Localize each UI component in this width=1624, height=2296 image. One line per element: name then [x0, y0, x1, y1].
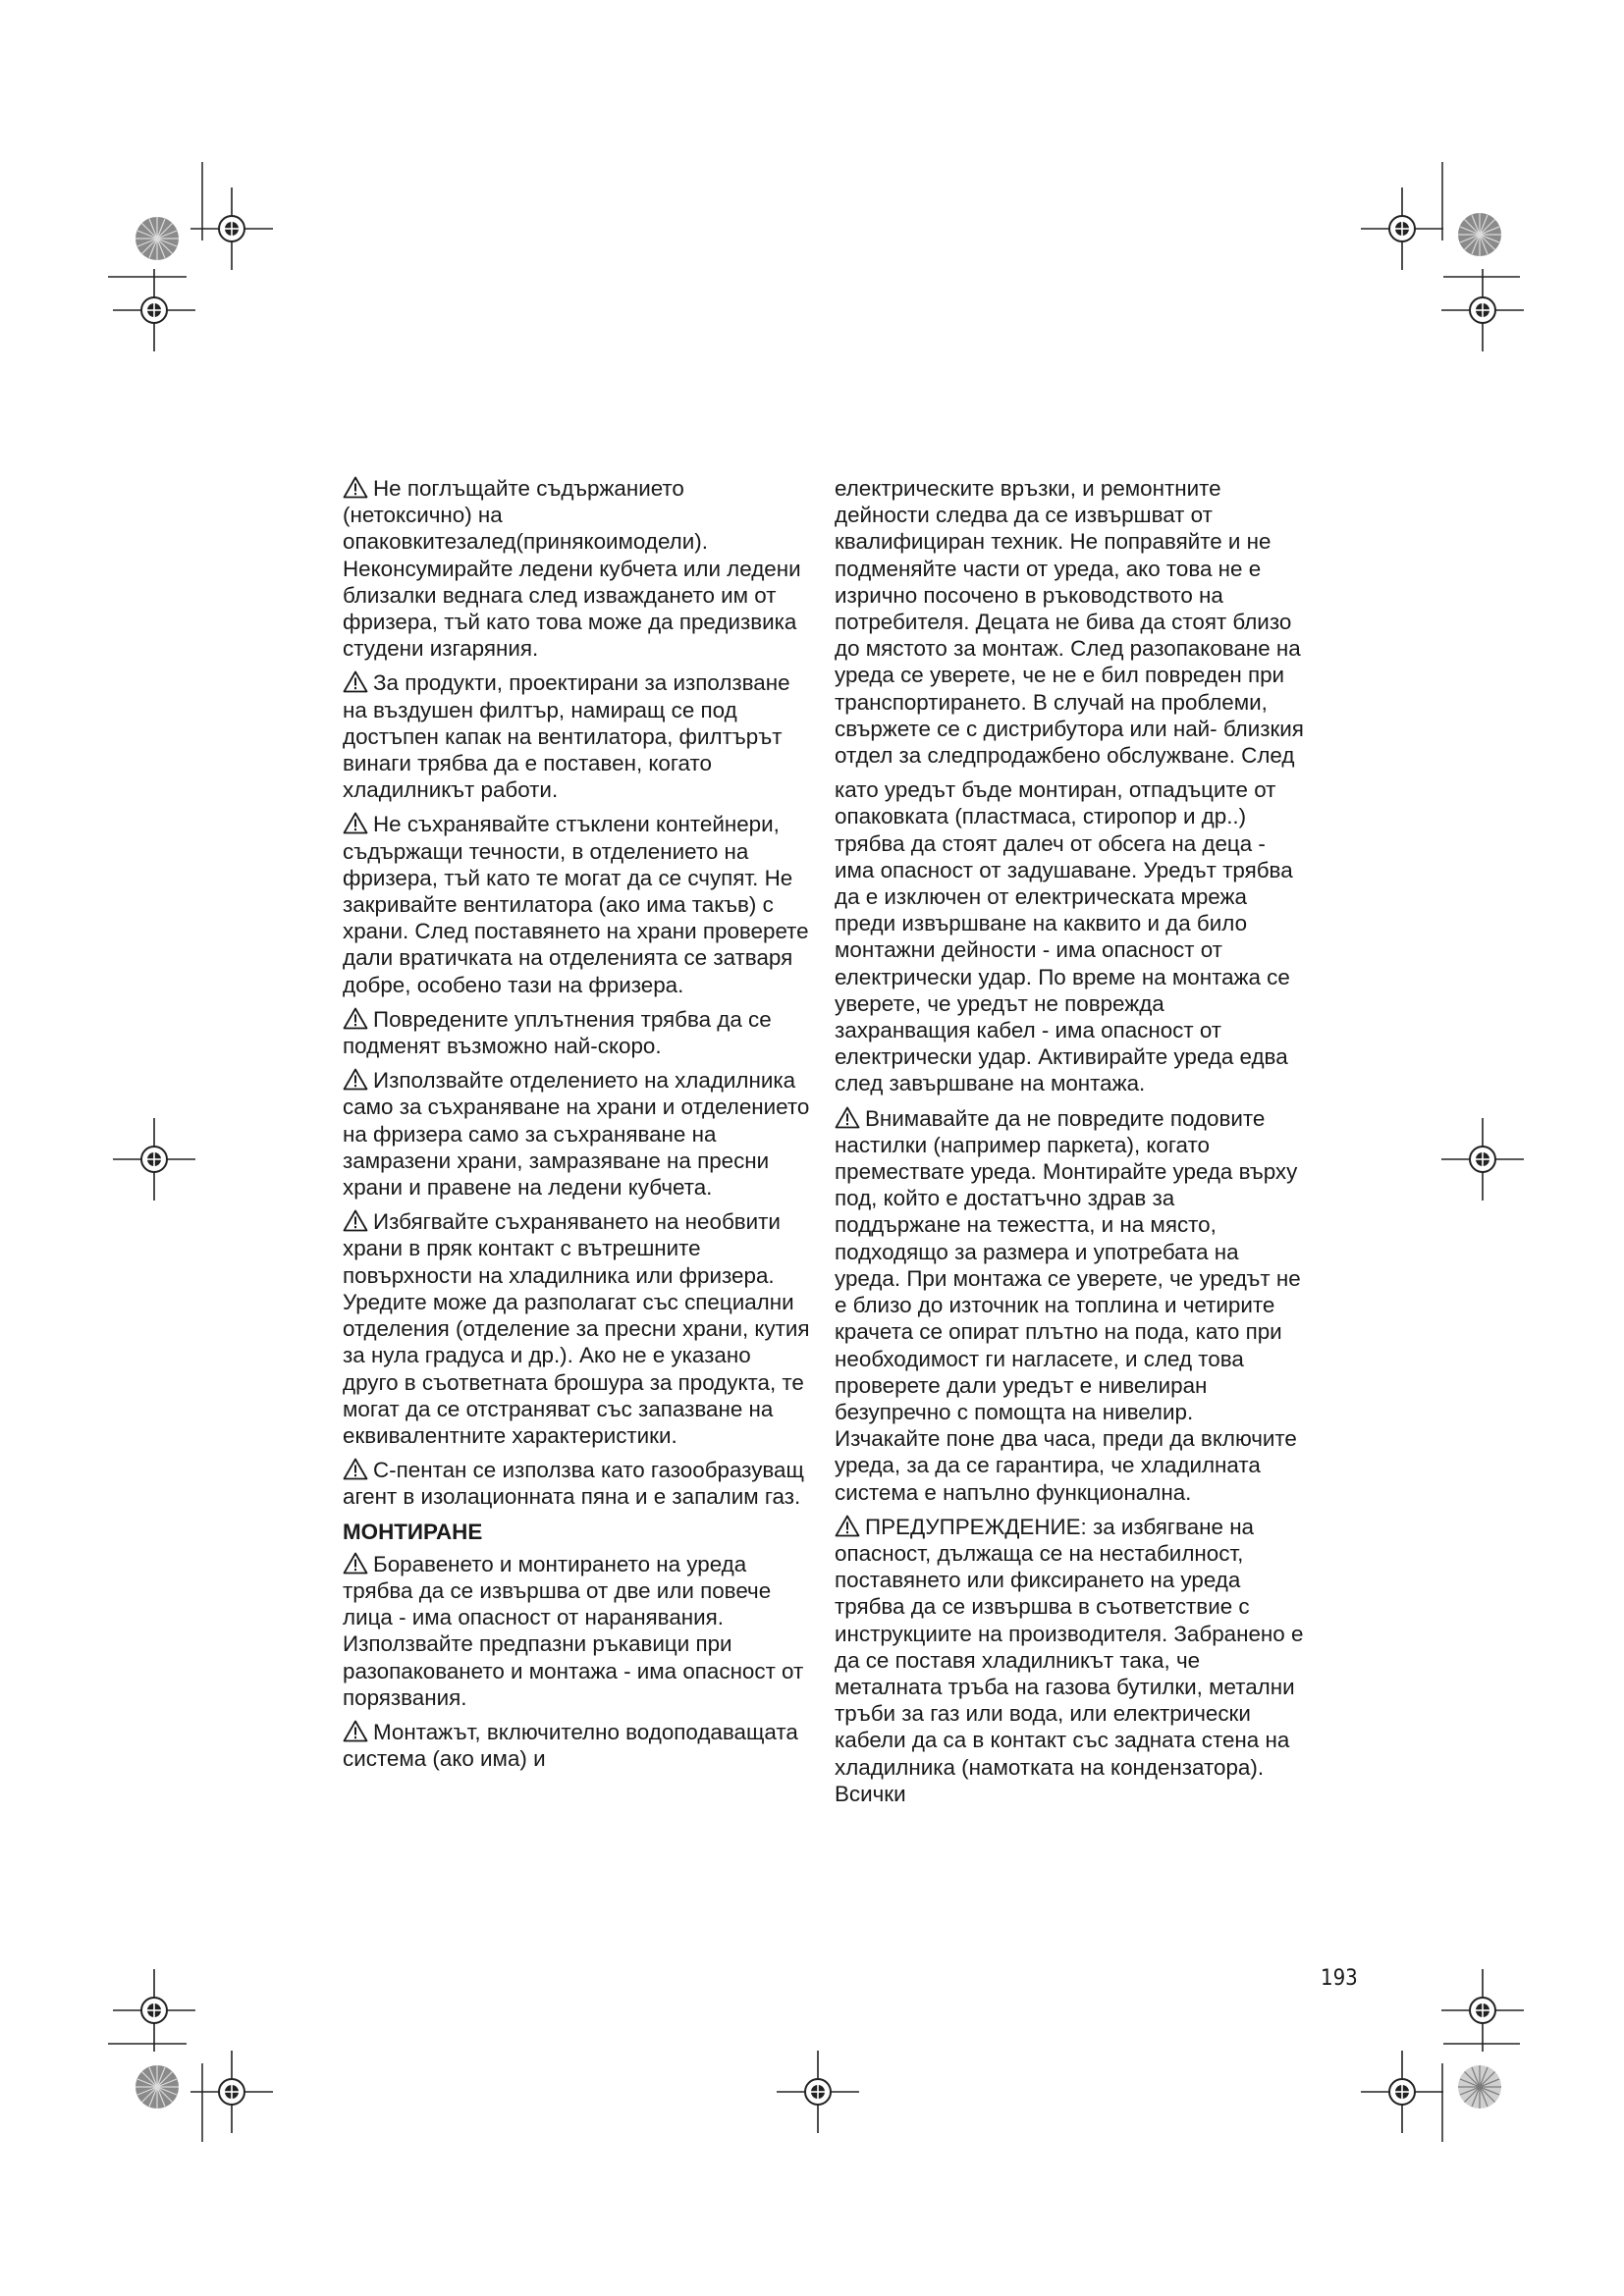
- paragraph-text: Не съхранявайте стъклени контейнери, съдържащи течности, в отделението на фризера, тъй като те могат да се счупят. Не закривайте вентилатора (ако има такъв) с храни. След поставянето на храни проверете дали вратичката на отделенията се затваря добре, особено тази на фризера.: [343, 812, 809, 997]
- warning-icon: [835, 1106, 860, 1129]
- paragraph: [343, 475, 812, 662]
- paragraph: [343, 1457, 812, 1510]
- warning-icon: [343, 670, 368, 693]
- paragraph: [343, 1006, 812, 1059]
- paragraph-text: Избягвайте съхраняването на необвити храни в пряк контакт с вътрешните повърхности на хладилника или фризера. Уредите може да разполагат със специални отделения (отделение за пресни храни, кутия за нула градуса и др.). Ако не е указано друго в съответната брошура за продукта, те могат да се отстраняват със запазване на еквивалентните характеристики.: [343, 1209, 810, 1448]
- paragraph-text: С-пентан се използва като газообразуващ агент в изолационната пяна и е запалим газ.: [343, 1458, 804, 1510]
- paragraph-text: Монтажът, включително водоподаващата система (ако има) и: [343, 1719, 798, 1772]
- paragraph-text: Боравенето и монтирането на уреда трябва да се извършва от две или повече лица - има опасност от наранявания. Използвайте предпазни ръкавици при разопаковането и монтажа - има опасност от порязвания.: [343, 1551, 804, 1710]
- paragraph-text: МОНТИРАНЕ: [343, 1519, 483, 1544]
- paragraph-text: Не поглъщайте съдържанието (нетоксично) на опаковкитезалед(принякоимодели). Неконсумирайте ледени кубчета или ледени близалки веднага след изваждането им от фризера, тъй като това може да предизвика студени изгаряния.: [343, 476, 801, 662]
- warning-icon: [343, 1007, 368, 1030]
- warning-icon: [343, 1720, 368, 1742]
- paragraph: [343, 669, 812, 803]
- paragraph-text: Повредените уплътнения трябва да се подменят възможно най-скоро.: [343, 1006, 772, 1059]
- paragraph-text: ПРЕДУПРЕЖДЕНИЕ: за избягване на опасност, дължаща се на нестабилност, поставянето или фиксирането на уреда трябва да се извършва в съответствие с инструкциите на производителя. Забранено е да се поставя хладилникът така, че металната тръба на газова бутилки, метални тръби за газ или вода, или електрически кабели да са в контакт със задната стена на хладилника (намотката на кондензатора). Всички: [835, 1514, 1304, 1806]
- paragraph: [835, 475, 1304, 769]
- warning-icon: [343, 1068, 368, 1091]
- section-heading: [343, 1519, 812, 1545]
- paragraph: [343, 811, 812, 997]
- warning-icon: [343, 812, 368, 834]
- warning-icon: [343, 1552, 368, 1575]
- paragraph: [343, 1067, 812, 1201]
- paragraph: [835, 776, 1304, 1096]
- paragraph-text: Внимавайте да не повредите подовите настилки (например паркета), когато премествате уреда. Монтирайте уреда върху под, който е достатъчно здрав за поддържане на тежестта, и на място, подходящо за размера и употребата на уреда. При монтажа се уверете, че уредът не е близо до източник на топлина и четирите крачета се опират плътно на пода, като при необходимост ги нагласете, и след това проверете дали уредът е нивелиран безупречно с помощта на нивелир. Изчакайте поне два часа, преди да включите уреда, за да се гарантира, че хладилната система е напълно функционална.: [835, 1105, 1301, 1505]
- paragraph-text: Използвайте отделението на хладилника само за съхраняване на храни и отделението на фризера само за съхраняване на замразени храни, замразяване на пресни храни и правене на ледени кубчета.: [343, 1068, 810, 1201]
- paragraph: [343, 1719, 812, 1772]
- warning-icon: [343, 1458, 368, 1480]
- paragraph: [343, 1208, 812, 1449]
- paragraph-text: електрическите връзки, и ремонтните дейности следва да се извършват от квалифициран техник. Не поправяйте и не подменяйте части от уреда, ако това не е изрично посочено в ръководството на потребителя. Децата не бива да стоят близо до мястото за монтаж. След разопаковане на уреда се уверете, че не е бил повреден при транспортирането. В случай на проблеми, свържете се с дистрибутора или най- близкия отдел за следпродажбено обслужване. След: [835, 476, 1304, 769]
- paragraph-text: като уредът бъде монтиран, отпадъците от опаковката (пластмаса, стиропор и др..) трябва да стоят далеч от обсега на деца - има опасност от задушаване. Уредът трябва да е изключен от електрическата мрежа преди извършване на каквито и да било монтажни дейности - има опасност от електрически удар. По време на монтажа се уверете, че уредът не поврежда захранващия кабел - има опасност от електрически удар. Активирайте уреда едва след завършване на монтажа.: [835, 777, 1293, 1096]
- warning-icon: [343, 476, 368, 499]
- warning-icon: [343, 1209, 368, 1232]
- paragraph: [835, 1514, 1304, 1807]
- page-number: 193: [1321, 1966, 1358, 1991]
- paragraph: [343, 1551, 812, 1711]
- paragraph: [835, 1105, 1304, 1506]
- left-text-column: [343, 475, 812, 1780]
- right-text-column: [835, 475, 1304, 1815]
- paragraph-text: За продукти, проектирани за използване на въздушен филтър, намиращ се под достъпен капак на вентилатора, филтърът винаги трябва да е поставен, когато хладилникът работи.: [343, 670, 790, 803]
- warning-icon: [835, 1515, 860, 1537]
